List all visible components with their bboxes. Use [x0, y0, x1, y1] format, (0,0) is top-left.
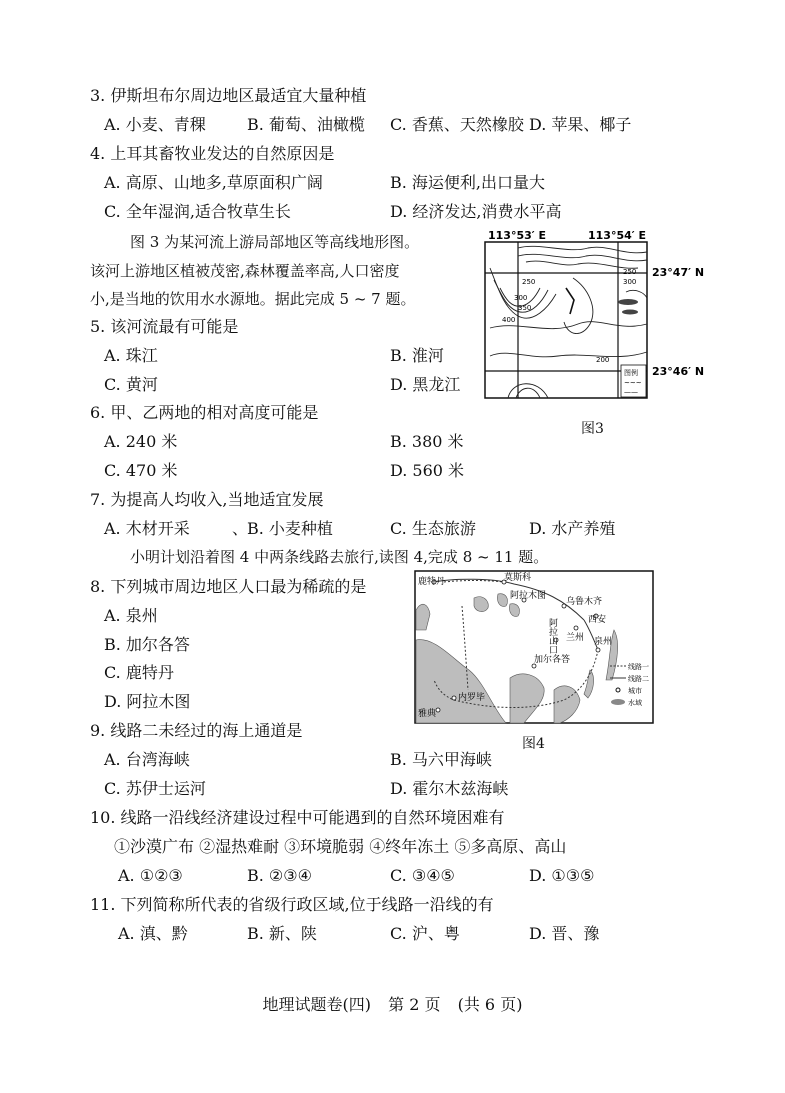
question-7-stem: 7. 为提高人均收入,当地适宜发展 [90, 490, 324, 509]
page-footer [0, 992, 785, 1015]
question-7-option-b: B. 小麦种植 [247, 519, 333, 538]
fig3-legend-item-1: ~~~ [624, 379, 642, 387]
question-8-stem: 8. 下列城市周边地区人口最为稀疏的是 [90, 577, 367, 596]
fig4-city-lanzhou: 兰州 [566, 633, 585, 643]
fig3-contour-label-250: 250 [522, 278, 536, 286]
intro-5-7-line-2: 该河上游地区植被茂密,森林覆盖率高,人口密度 [90, 262, 400, 280]
fig4-city-urumqi: 乌鲁木齐 [566, 597, 603, 607]
figure-3-caption: 图3 [581, 421, 604, 437]
question-10-stem: 10. 线路一沿线经济建设过程中可能遇到的自然环境困难有 [90, 808, 505, 827]
fig4-legend-city: 城市 [628, 687, 642, 695]
question-6-option-a: A. 240 米 [104, 432, 178, 451]
question-3-option-a: A. 小麦、青稞 [104, 115, 206, 134]
fig3-legend-item-2: —— [624, 388, 638, 396]
fig4-legend-water: 水域 [628, 699, 642, 707]
question-8-option-b: B. 加尔各答 [104, 635, 190, 654]
question-8-option-d: D. 阿拉木图 [104, 692, 191, 711]
fig3-contour-label-250b: 250 [623, 268, 637, 276]
fig3-contour-label-400: 400 [502, 316, 516, 324]
question-6-stem: 6. 甲、乙两地的相对高度可能是 [90, 403, 319, 422]
question-11-option-b: B. 新、陕 [247, 924, 317, 943]
fig3-contour-label-300b: 300 [623, 278, 637, 286]
fig4-city-moscow: 莫斯科 [504, 573, 532, 583]
question-10-option-c: C. ③④⑤ [390, 866, 455, 885]
question-6-option-d: D. 560 米 [390, 461, 465, 480]
question-3-option-b: B. 葡萄、油橄榄 [247, 115, 365, 134]
figure-3-contour-map [478, 228, 710, 400]
fig4-legend-route-2: 线路二 [628, 675, 649, 683]
question-4-option-a: A. 高原、山地多,草原面积广阔 [104, 173, 323, 192]
footer-total: (共 6 页) [457, 995, 523, 1014]
fig3-contour-label-200: 200 [596, 356, 610, 364]
fig4-city-xian: 西安 [588, 615, 607, 625]
intro-5-7-line-1: 图 3 为某河流上游局部地区等高线地形图。 [130, 233, 420, 251]
question-4-option-b: B. 海运便利,出口量大 [390, 173, 546, 192]
fig4-city-kolkata: 加尔各答 [534, 655, 571, 665]
question-11-option-d: D. 晋、豫 [529, 924, 600, 943]
fig3-contour-label-350: 350 [518, 304, 532, 312]
question-3-stem: 3. 伊斯坦布尔周边地区最适宜大量种植 [90, 86, 367, 105]
fig3-lat-label-1: 23°47′ N [652, 266, 705, 279]
question-5-option-b: B. 淮河 [390, 346, 444, 365]
question-10-option-d: D. ①③⑤ [529, 866, 595, 885]
question-10-items: ①沙漠广布 ②湿热难耐 ③环境脆弱 ④终年冻土 ⑤多高原、高山 [114, 837, 567, 856]
question-10-option-b: B. ②③④ [247, 866, 312, 885]
question-6-option-b: B. 380 米 [390, 432, 464, 451]
question-7-stray-mark: 、 [232, 519, 249, 538]
fig4-city-alashankou [547, 618, 558, 654]
question-5-stem: 5. 该河流最有可能是 [90, 317, 239, 336]
question-10-option-a: A. ①②③ [118, 866, 183, 885]
question-5-option-c: C. 黄河 [104, 375, 158, 394]
fig4-city-almaty: 阿拉木图 [510, 591, 547, 601]
intro-5-7-line-3: 小,是当地的饮用水水源地。据此完成 5 ~ 7 题。 [90, 290, 416, 308]
question-7-option-a: A. 木材开采 [104, 519, 190, 538]
intro-8-11: 小明计划沿着图 4 中两条线路去旅行,读图 4,完成 8 ~ 11 题。 [130, 548, 549, 566]
question-3-option-c: C. 香蕉、天然橡胶 [390, 115, 524, 134]
question-4-option-d: D. 经济发达,消费水平高 [390, 202, 562, 221]
fig4-city-athens: 雅典 [418, 709, 437, 719]
question-9-option-a: A. 台湾海峡 [104, 750, 190, 769]
question-4-stem: 4. 上耳其畜牧业发达的自然原因是 [90, 144, 335, 163]
question-9-stem: 9. 线路二未经过的海上通道是 [90, 721, 303, 740]
question-9-option-c: C. 苏伊士运河 [104, 779, 206, 798]
fig3-contour-label-300: 300 [514, 294, 528, 302]
svg-text:阿拉山口: 阿拉山口 [547, 618, 557, 654]
question-9-option-b: B. 马六甲海峡 [390, 750, 492, 769]
question-11-option-a: A. 滇、黔 [118, 924, 188, 943]
fig3-legend-title: 图例 [624, 369, 638, 377]
fig4-legend-route-1: 线路一 [628, 663, 649, 671]
question-11-stem: 11. 下列简称所代表的省级行政区域,位于线路一沿线的有 [90, 895, 494, 914]
question-5-option-a: A. 珠江 [104, 346, 158, 365]
fig4-city-nairobi: 内罗毕 [458, 693, 486, 703]
fig3-lon-label-2: 113°54′ E [588, 229, 647, 242]
question-11-option-c: C. 沪、粤 [390, 924, 460, 943]
question-9-option-d: D. 霍尔木兹海峡 [390, 779, 509, 798]
question-8-option-a: A. 泉州 [104, 606, 158, 625]
question-4-option-c: C. 全年湿润,适合牧草生长 [104, 202, 291, 221]
question-8-option-c: C. 鹿特丹 [104, 663, 174, 682]
footer-subject: 地理试题卷(四) [262, 995, 372, 1014]
footer-page: 第 2 页 [388, 995, 441, 1014]
question-5-option-d: D. 黑龙江 [390, 375, 461, 394]
figure-4-route-map [414, 570, 654, 724]
question-3-option-d: D. 苹果、椰子 [529, 115, 632, 134]
figure-4-caption: 图4 [522, 736, 545, 752]
question-6-option-c: C. 470 米 [104, 461, 178, 480]
question-7-option-c: C. 生态旅游 [390, 519, 476, 538]
fig3-lat-label-2: 23°46′ N [652, 365, 705, 378]
fig4-city-rotterdam: 鹿特丹 [418, 577, 446, 587]
fig3-lon-label-1: 113°53′ E [488, 229, 547, 242]
question-7-option-d: D. 水产养殖 [529, 519, 616, 538]
fig4-city-quanzhou: 泉州 [594, 637, 613, 647]
